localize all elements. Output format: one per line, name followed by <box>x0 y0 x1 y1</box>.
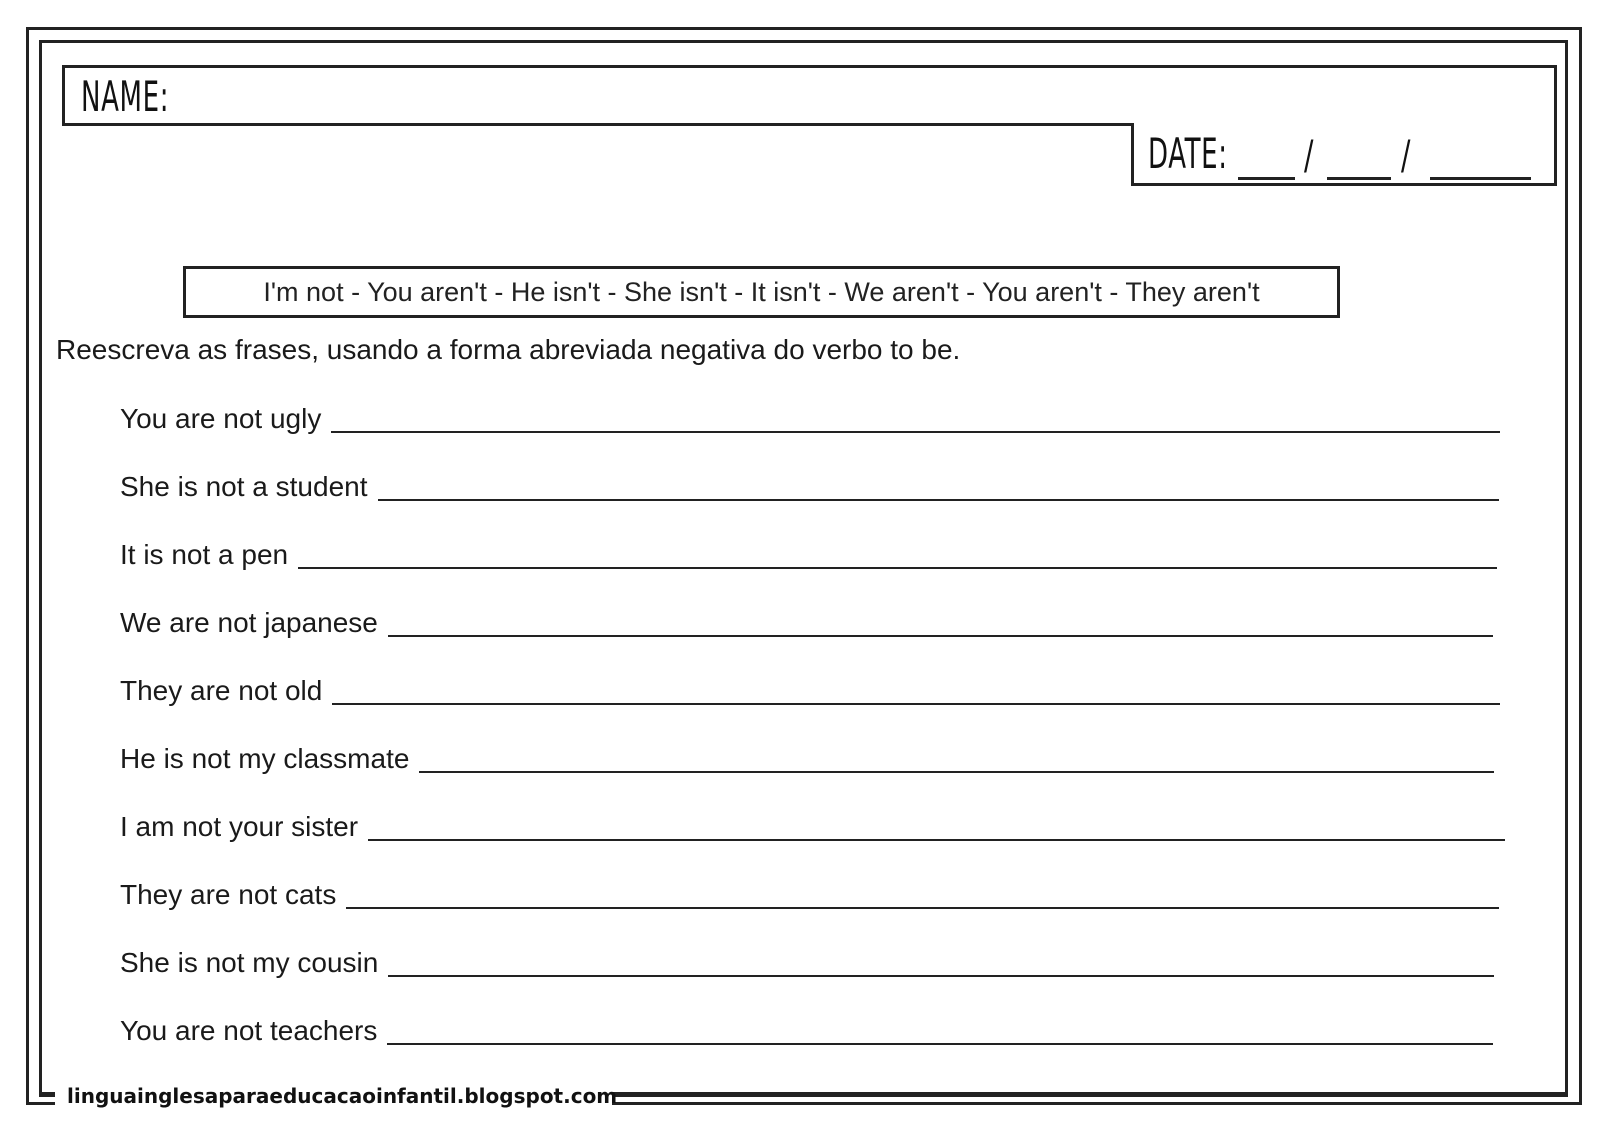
exercise-row <box>120 463 1499 503</box>
answer-line[interactable] <box>331 431 1500 433</box>
exercise-row <box>120 939 1494 979</box>
exercise-sentence: They are not old <box>120 675 323 706</box>
exercise-row <box>120 735 1494 775</box>
exercise-row <box>120 599 1493 639</box>
date-day-blank[interactable] <box>1238 177 1295 180</box>
date-separator: / <box>1401 133 1411 179</box>
footer-divider <box>612 1094 1568 1097</box>
answer-line[interactable] <box>387 1043 1493 1045</box>
footer-divider-left <box>39 1094 55 1097</box>
date-year-blank[interactable] <box>1430 177 1531 180</box>
answer-line[interactable] <box>419 771 1494 773</box>
exercise-sentence: We are not japanese <box>120 607 378 638</box>
instruction-text: Reescreva as frases, usando a forma abreviada negativa do verbo to be. <box>56 334 961 365</box>
answer-line[interactable] <box>378 499 1499 501</box>
answer-line[interactable] <box>388 635 1493 637</box>
answer-line[interactable] <box>332 703 1500 705</box>
exercise-row <box>120 667 1500 707</box>
exercise-sentence: You are not ugly <box>120 403 322 434</box>
date-field[interactable] <box>1131 123 1557 186</box>
exercise-row <box>120 395 1500 435</box>
exercise-sentence: It is not a pen <box>120 539 289 570</box>
answer-line[interactable] <box>298 567 1497 569</box>
date-label: DATE: <box>1148 129 1228 178</box>
exercise-sentence: He is not my classmate <box>120 743 410 774</box>
answer-line[interactable] <box>388 975 1494 977</box>
source-url: linguainglesaparaeducacaoinfantil.blogspot.com <box>67 1084 618 1108</box>
exercise-sentence: She is not a student <box>120 471 368 502</box>
exercise-sentence: She is not my cousin <box>120 947 379 978</box>
exercise-row <box>120 531 1497 571</box>
exercise-sentence: You are not teachers <box>120 1015 378 1046</box>
exercise-sentence: I am not your sister <box>120 811 359 842</box>
word-bank-box: I'm not - You aren't - He isn't - She isn't - It isn't - We aren't - You aren't - They aren't <box>183 266 1340 318</box>
answer-line[interactable] <box>346 907 1499 909</box>
name-label: NAME: <box>81 72 170 121</box>
name-field[interactable] <box>62 65 1557 126</box>
exercise-row <box>120 1007 1493 1047</box>
exercise-row <box>120 871 1499 911</box>
date-month-blank[interactable] <box>1327 177 1391 180</box>
exercise-sentence: They are not cats <box>120 879 337 910</box>
date-separator: / <box>1304 133 1314 179</box>
exercise-row <box>120 803 1505 843</box>
answer-line[interactable] <box>368 839 1505 841</box>
